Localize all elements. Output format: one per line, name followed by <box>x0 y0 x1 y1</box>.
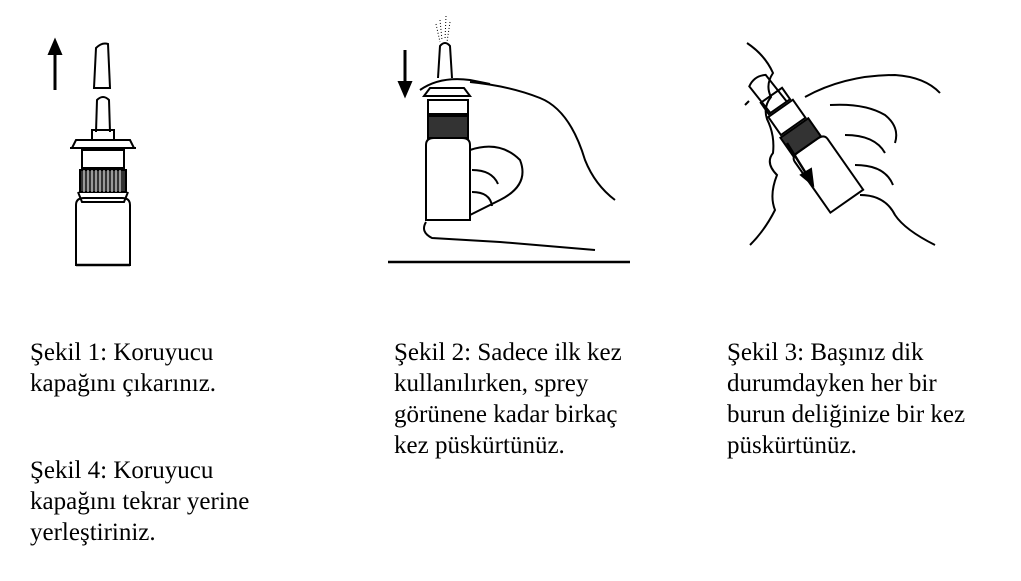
caption-line: kapağını çıkarınız. <box>30 370 217 397</box>
caption-line: Şekil 4: Koruyucu <box>30 457 214 484</box>
figure-1-remove-cap <box>40 30 160 275</box>
figure-3-spray-nostril <box>735 35 955 255</box>
caption-line: durumdayken her bir <box>727 370 937 397</box>
caption-figure-1 <box>30 337 320 399</box>
caption-line: yerleştiriniz. <box>30 519 156 546</box>
caption-line: Şekil 2: Sadece ilk kez <box>394 339 622 366</box>
caption-figure-2 <box>394 337 684 461</box>
caption-line: püskürtünüz. <box>727 432 857 459</box>
caption-line: Şekil 1: Koruyucu <box>30 339 214 366</box>
caption-line: kapağını tekrar yerine <box>30 488 250 515</box>
caption-line: Şekil 3: Başınız dik <box>727 339 924 366</box>
caption-line: kullanılırken, sprey <box>394 370 589 397</box>
caption-figure-3 <box>727 337 1017 461</box>
caption-line: burun deliğinize bir kez <box>727 401 966 428</box>
caption-line: kez püskürtünüz. <box>394 432 565 459</box>
figure-2-prime-spray <box>380 10 630 270</box>
caption-line: görünene kadar birkaç <box>394 401 618 428</box>
caption-figure-4 <box>30 455 320 548</box>
